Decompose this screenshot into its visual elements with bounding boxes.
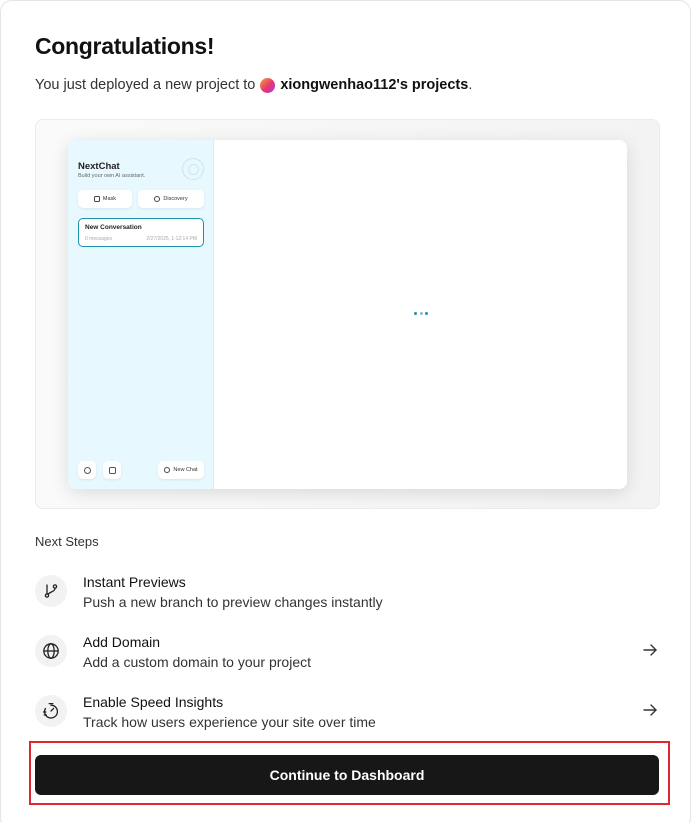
- preview-mask-label: Mask: [102, 196, 117, 202]
- step-title: Add Domain: [83, 634, 161, 650]
- team-name-link[interactable]: xiongwenhao112's projects: [280, 77, 469, 93]
- preview-new-chat-button: [158, 461, 204, 479]
- continue-to-dashboard-button[interactable]: Continue to Dashboard: [35, 755, 659, 795]
- step-enable-speed-insights[interactable]: [35, 695, 660, 743]
- deploy-subtitle: [35, 77, 472, 93]
- step-description: Track how users experience your site over time: [83, 714, 376, 730]
- globe-icon: [35, 635, 67, 667]
- preview-new-chat-label: New Chat: [173, 467, 198, 473]
- git-branch-icon: [35, 575, 67, 607]
- preview-discovery-label: Discovery: [163, 196, 188, 202]
- preview-conversation-title: New Conversation: [85, 224, 142, 231]
- preview-sidebar: [68, 140, 214, 489]
- preview-discovery-button: [138, 190, 204, 208]
- deployment-preview-frame[interactable]: [35, 119, 660, 509]
- deployment-screenshot: [68, 140, 627, 489]
- preview-conversation-item: [78, 218, 204, 247]
- subtitle-prefix: You just deployed a new project to: [35, 77, 256, 93]
- preview-conversation-date: 2/27/2025, 1:12:14 PM: [146, 236, 197, 242]
- speedometer-icon: [35, 695, 67, 727]
- discovery-icon: [154, 196, 160, 202]
- preview-app-title: NextChat: [78, 161, 120, 172]
- preview-app-subtitle: Build your own AI assistant.: [78, 173, 146, 179]
- next-steps-heading: Next Steps: [35, 534, 99, 549]
- page-title: Congratulations!: [35, 33, 215, 59]
- preview-conversation-count: 0 messages: [85, 236, 112, 242]
- preview-mask-button: [78, 190, 132, 208]
- subtitle-suffix: .: [468, 77, 473, 93]
- arrow-right-icon[interactable]: [642, 702, 658, 718]
- add-icon: [164, 467, 170, 473]
- openai-logo-icon: [182, 158, 204, 180]
- preview-github-icon: [103, 461, 121, 479]
- step-title: Enable Speed Insights: [83, 694, 224, 710]
- mask-icon: [94, 196, 100, 202]
- step-add-domain[interactable]: [35, 635, 660, 683]
- preview-settings-icon: [78, 461, 96, 479]
- loading-dots-icon: [414, 312, 428, 315]
- step-description: Push a new branch to preview changes instantly: [83, 594, 383, 610]
- step-description: Add a custom domain to your project: [83, 654, 312, 670]
- arrow-right-icon[interactable]: [642, 642, 658, 658]
- team-avatar: [260, 78, 275, 93]
- step-title: Instant Previews: [83, 574, 186, 590]
- step-instant-previews[interactable]: [35, 575, 660, 623]
